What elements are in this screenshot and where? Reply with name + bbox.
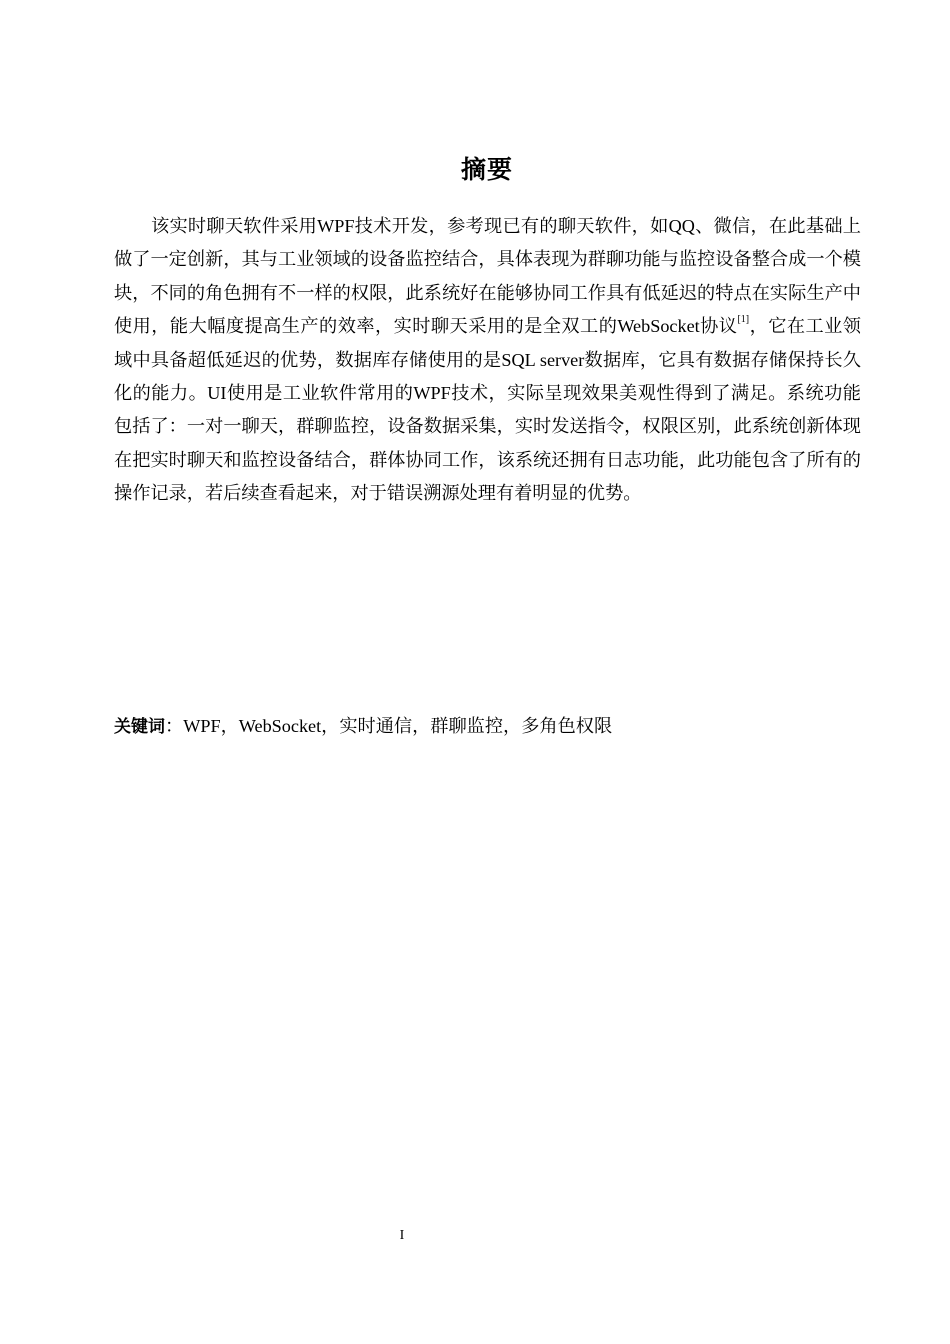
abstract-continuation-text: ，它在工业领域中具备超低延迟的优势，数据库存储使用的是SQL server数据库，它具有数据存储保持长久化的能力。UI使用是工业软件常用的WPF技术，实际呈现效果美观性得到了满足。系统功能包括了：一对一聊天，群聊监控，设备数据采集，实时发送指令，权限区别，此系统创新体现在把实时聊天和监控设备结合，群体协同工作，该系统还拥有日志功能，此功能包含了所有的操作记录，若后续查看起来，对于错误溯源处理有着明显的优势。	[114, 316, 861, 504]
page-number: I	[399, 1228, 405, 1243]
citation-reference: [1]	[737, 314, 750, 326]
abstract-paragraph	[114, 210, 861, 511]
keywords-line	[114, 711, 861, 742]
keywords-separator: ：	[165, 716, 184, 736]
abstract-body-text: 该实时聊天软件采用WPF技术开发，参考现已有的聊天软件，如QQ、微信，在此基础上做了一定创新，其与工业领域的设备监控结合，具体表现为群聊功能与监控设备整合成一个模块，不同的角色拥有不一样的权限，此系统好在能够协同工作具有低延迟的特点在实际生产中使用，能大幅度提高生产的效率，实时聊天采用的是全双工的WebSocket协议	[114, 216, 861, 337]
keywords-value: WPF，WebSocket，实时通信，群聊监控，多角色权限	[183, 716, 613, 736]
keywords-label: 关键词	[114, 717, 165, 737]
abstract-heading: 摘要	[460, 154, 513, 184]
